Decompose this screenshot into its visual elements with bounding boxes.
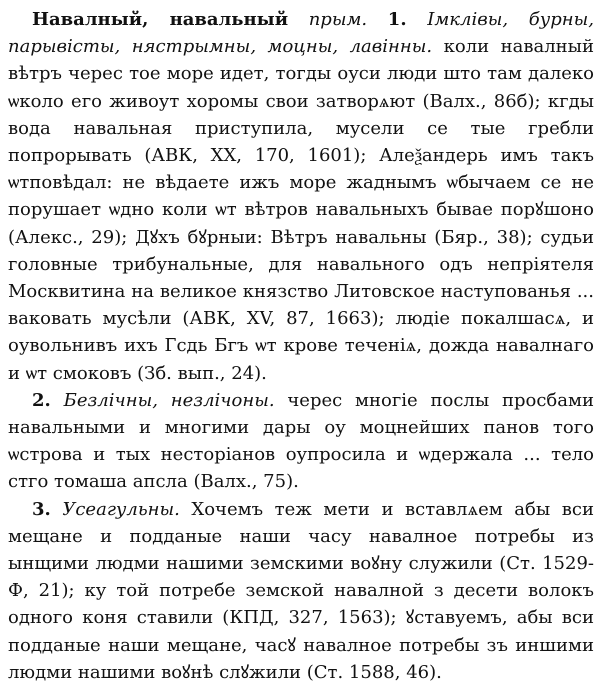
sense-citations-2: черес многіе послы просбами навальными и многими дары оу моцнейших панов того ѡстрова и тых несторіанов оупросила и ѡдержала ... тело стго томаша апсла (Валх., 75). [8, 389, 594, 493]
sense-citations-1: коли навалный вѣтръ черес тое море идет, тогды оуси люди што там далеко ѡколо его живоут хоромы свои затворѧют (Валх., 86б); кгды вода навальная приступила, мусели се тые гребли попрорывать (АВК, XX, 170, 1601); Алеѯандерь имъ такъ ѡтповѣдал: не вѣдаете ижъ море жаднымъ ѡбычаем се не порушает ѡдно коли ѡт вѣтров навальныхъ бывае порꙋшоно (Алекс., 29); Дꙋхъ бꙋрныи: Вѣтръ навальны (Бяр., 38); судьи головные трибунальные, для навального одъ непріятеля Москвитина на великое князство Литовское наступованья ... ваковать мусѣли (АВК, XV, 87, 1663); людіе покалшасѧ, и оувольнивъ ихъ Гсдь Бгъ ѡт крове теченіѧ, дожда навалнаго и ѡт смоковъ (Зб. вып., 24). [8, 36, 594, 384]
dictionary-entry-sense-3 [8, 496, 594, 686]
dictionary-entry-sense-2 [8, 387, 594, 496]
sense-citations-3: Хочемъ теж мети и вставлѧем абы вси мещане и подданые наши часу навалное потребы из ынщими людми нашими земскими воꙋну служили (Ст. 1529-Ф, 21); ку той потребе земской навалной з десети волокъ одного коня ставили (КПД, 327, 1563); ꙋставуемъ, абы вси подданые наши мещане, часꙋ навалное потребы зъ иншими людми нашими воꙋнѣ слꙋжили (Ст. 1588, 46). [8, 498, 594, 683]
sense-gloss-1: Імклівы, бурны, парывісты, нястрымны, моцны, лавінны. [8, 9, 594, 58]
part-of-speech: прым. [308, 9, 368, 30]
entry-headword: Навалный, навальный [32, 9, 289, 30]
sense-gloss-2: Безлічны, незлічоны. [63, 389, 275, 411]
sense-gloss-3: Усеагульны. [62, 498, 180, 520]
sense-number-3: 3. [32, 498, 51, 520]
sense-number-1: 1. [387, 9, 407, 30]
sense-number-2: 2. [32, 389, 51, 411]
dictionary-entry-sense-1 [8, 6, 594, 387]
